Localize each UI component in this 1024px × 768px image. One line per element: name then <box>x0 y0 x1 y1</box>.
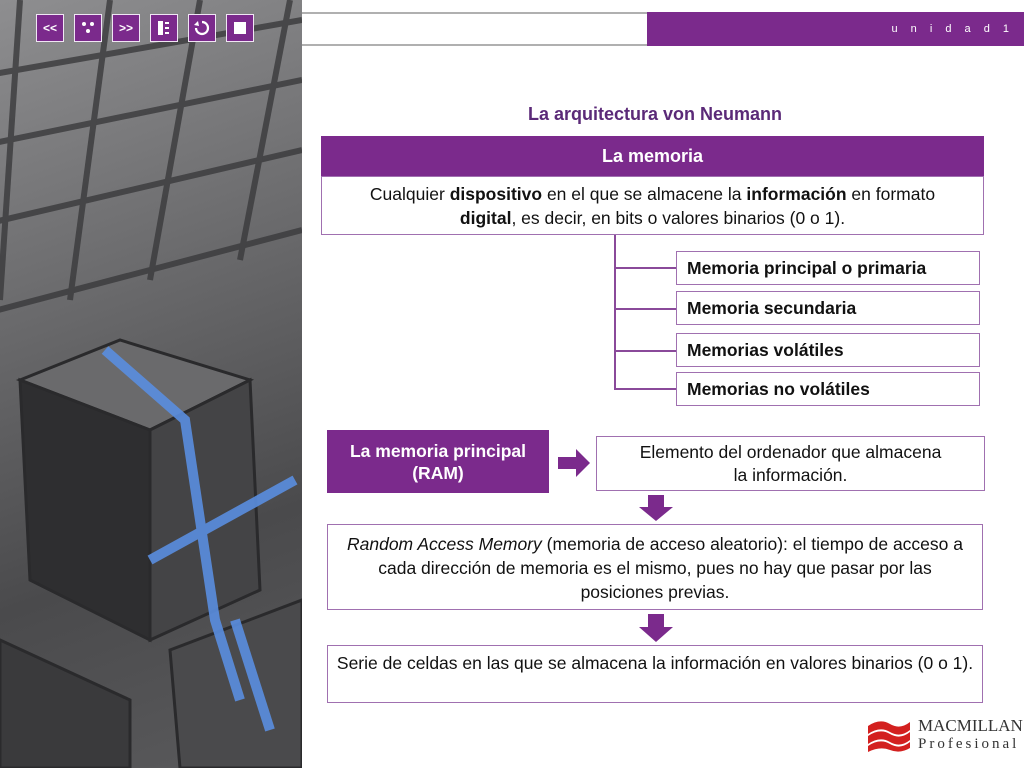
logo-bottom-text: Profesional <box>918 736 1020 752</box>
ram-element-text: la información. <box>733 465 848 485</box>
ram-title: La memoria principal <box>349 440 527 461</box>
logo-top-text: MACMILLAN <box>918 716 1023 735</box>
page-title: La arquitectura von Neumann <box>527 104 783 124</box>
def-bold: digital <box>459 208 512 228</box>
ram-def-italic: Random Access Memory <box>346 534 542 554</box>
ram-cells-box: Serie de celdas en las que se almacena la información en valores binarios (0 o 1). <box>327 645 983 703</box>
def-text: , es decir, en bits o valores binarios (0 o 1). <box>511 208 846 228</box>
index-icon[interactable] <box>150 14 178 42</box>
stop-icon[interactable] <box>226 14 254 42</box>
prev-button[interactable]: << <box>36 14 64 42</box>
ram-element-text: Elemento del ordenador que almacena <box>639 442 942 462</box>
ram-definition <box>327 524 983 610</box>
memoria-definition <box>321 176 984 235</box>
def-bold: dispositivo <box>449 184 543 204</box>
tree-branch <box>614 388 676 390</box>
memory-type-non-volatile[interactable]: Memorias no volátiles <box>676 372 980 406</box>
arrow-down-icon <box>639 614 673 642</box>
tree-branch <box>614 308 676 310</box>
memory-type-secondary[interactable]: Memoria secundaria <box>676 291 980 325</box>
ram-def-text: (memoria de acceso aleatorio): el tiempo de acceso a cada dirección de memoria es el mismo, pues no hay que pasar por las posiciones previas. <box>378 534 963 602</box>
tree-branch <box>614 267 676 269</box>
ram-element-box <box>596 436 985 491</box>
macmillan-logo <box>866 716 1023 754</box>
ram-abbr: (RAM) <box>412 462 464 483</box>
ram-box <box>327 430 549 493</box>
unit-label: u n i d a d 1 <box>647 12 1024 46</box>
def-text: en formato <box>846 184 936 204</box>
undo-icon[interactable] <box>188 14 216 42</box>
nav-toolbar <box>36 14 254 42</box>
macmillan-flag-icon <box>866 716 912 754</box>
memoria-header: La memoria <box>321 136 984 176</box>
tree-connector <box>614 235 616 388</box>
def-text: Cualquier <box>369 184 450 204</box>
tree-branch <box>614 350 676 352</box>
memory-type-volatile[interactable]: Memorias volátiles <box>676 333 980 367</box>
def-bold: información <box>746 184 847 204</box>
memory-type-primary[interactable]: Memoria principal o primaria <box>676 251 980 285</box>
decorative-cube-image <box>0 0 302 768</box>
dice-icon[interactable] <box>74 14 102 42</box>
def-text: en el que se almacene la <box>542 184 747 204</box>
arrow-right-icon <box>558 449 590 477</box>
arrow-down-icon <box>639 495 673 521</box>
next-button[interactable]: >> <box>112 14 140 42</box>
